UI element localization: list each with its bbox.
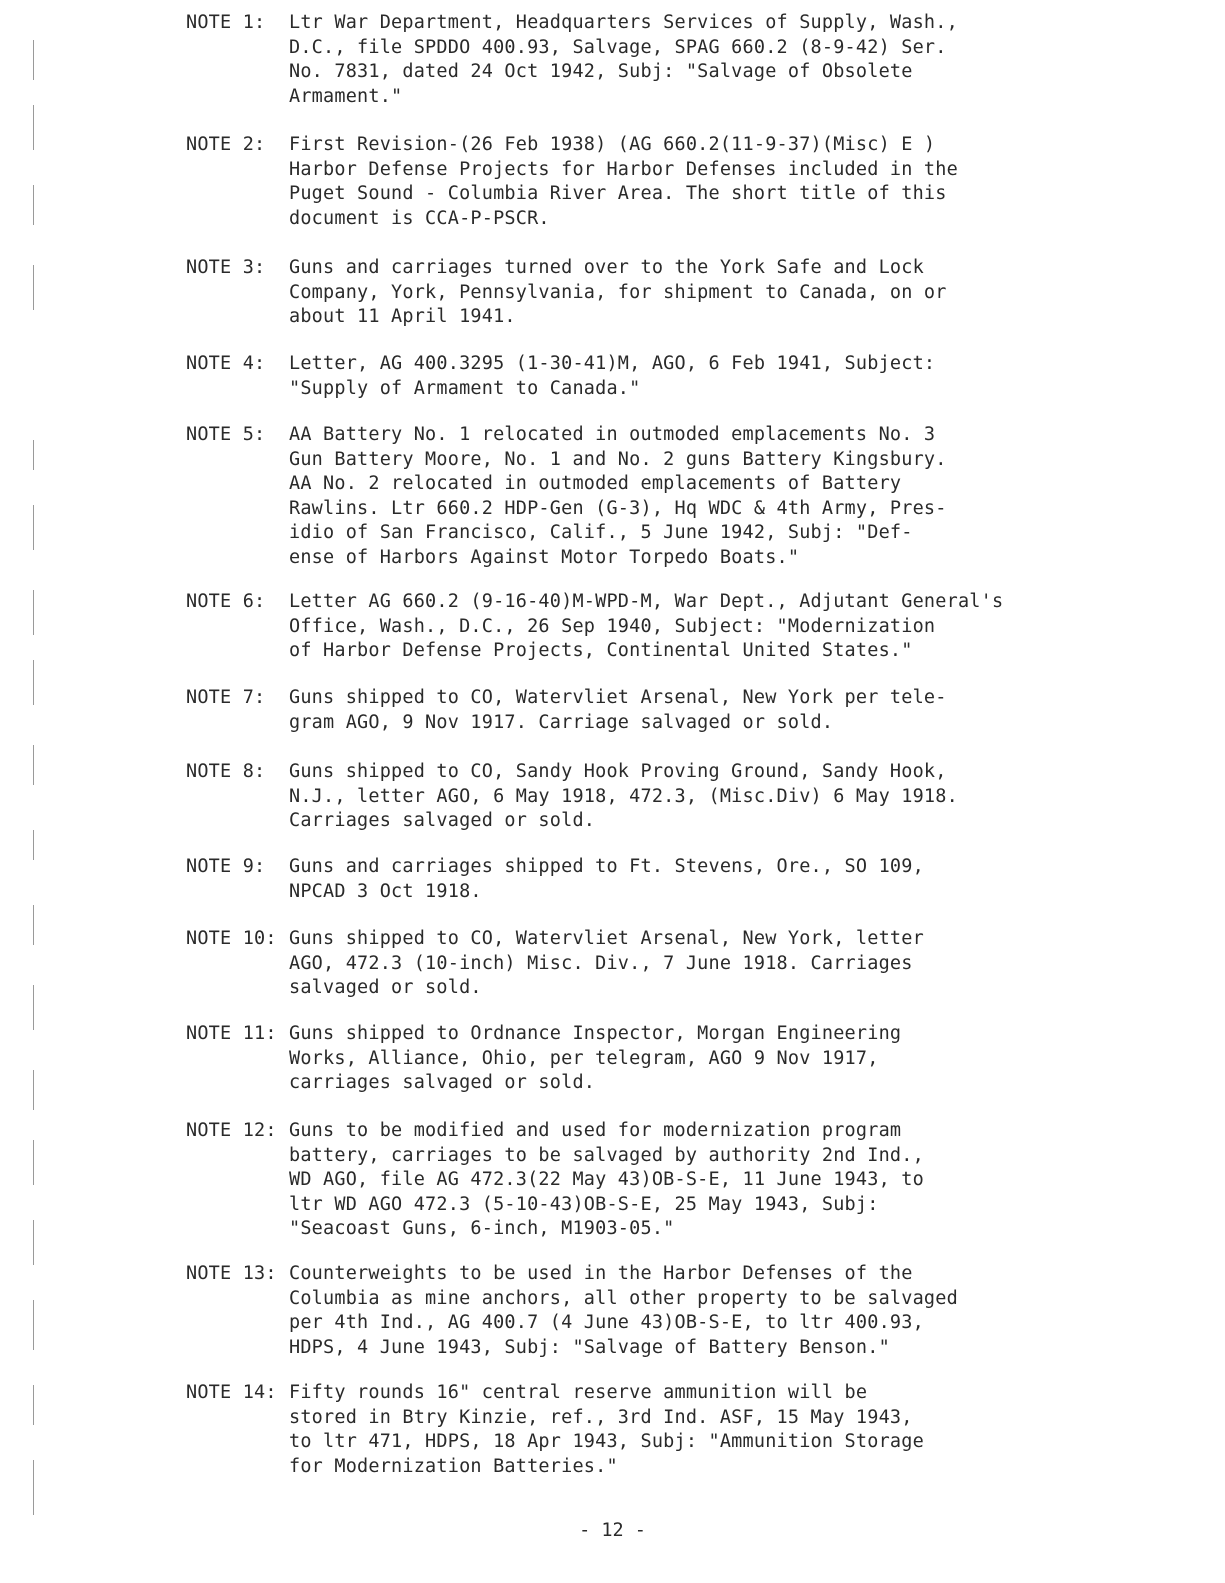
note-11	[186, 1022, 1066, 1096]
page-number: - 12 -	[579, 1520, 646, 1541]
note-text: Letter AG 660.2 (9-16-40)M-WPD-M, War Dept., Adjutant General's Office, Wash., D.C., 26 Sep 1940, Subject: "Modernization of Harbor Defense Projects, Continental United States."	[289, 591, 1004, 661]
note-text: Guns and carriages shipped to Ft. Stevens, Ore., SO 109, NPCAD 3 Oct 1918.	[289, 856, 924, 902]
scan-margin-mark	[33, 440, 34, 470]
scan-margin-mark	[33, 985, 34, 1030]
note-3	[186, 256, 1066, 330]
scan-margin-mark	[33, 590, 34, 635]
note-12	[186, 1119, 1066, 1242]
note-label: NOTE 12:	[186, 1120, 277, 1141]
note-text: AA Battery No. 1 relocated in outmoded emplacements No. 3 Gun Battery Moore, No. 1 and No. 2 guns Battery Kingsbury. AA No. 2 relocated in outmoded emplacements of Battery Rawlins. Ltr 660.2 HDP-Gen (G-3), Hq WDC & 4th Army, Pres- idio of San Francisco, Calif., 5 June 1942, Subj: "Def- ense of Harbors Against Motor Torpedo Boats."	[289, 424, 947, 568]
note-text: Fifty rounds 16" central reserve ammunition will be stored in Btry Kinzie, ref., 3rd Ind. ASF, 15 May 1943, to ltr 471, HDPS, 18 Apr 1943, Subj: "Ammunition Storage for Modernization Batteries."	[289, 1382, 924, 1477]
note-label: NOTE 3:	[186, 257, 266, 278]
note-text: First Revision-(26 Feb 1938) (AG 660.2(11-9-37)(Misc) E ) Harbor Defense Projects for Harbor Defenses included in the Puget Sound - Columbia River Area. The short title of this document is CCA-P-PSCR.	[289, 134, 958, 229]
note-8	[186, 760, 1066, 834]
note-label: NOTE 1:	[186, 12, 266, 33]
note-9	[186, 855, 1066, 904]
scan-margin-mark	[33, 185, 34, 225]
scan-margin-mark	[33, 1140, 34, 1185]
note-text: Letter, AG 400.3295 (1-30-41)M, AGO, 6 Feb 1941, Subject: "Supply of Armament to Canada."	[289, 353, 936, 399]
note-text: Guns shipped to CO, Watervliet Arsenal, New York per tele- gram AGO, 9 Nov 1917. Carriage salvaged or sold.	[289, 687, 947, 733]
note-4	[186, 352, 1066, 401]
note-label: NOTE 6:	[186, 591, 266, 612]
note-label: NOTE 9:	[186, 856, 266, 877]
scan-margin-mark	[33, 1070, 34, 1110]
scan-margin-mark	[33, 505, 34, 550]
scan-margin-mark	[33, 745, 34, 785]
scan-margin-mark	[33, 1385, 34, 1425]
note-label: NOTE 10:	[186, 928, 277, 949]
note-label: NOTE 5:	[186, 424, 266, 445]
note-label: NOTE 7:	[186, 687, 266, 708]
note-text: Ltr War Department, Headquarters Services of Supply, Wash., D.C., file SPDDO 400.93, Salvage, SPAG 660.2 (8-9-42) Ser. No. 7831, dated 24 Oct 1942, Subj: "Salvage of Obsolete Armament."	[289, 12, 958, 107]
note-label: NOTE 14:	[186, 1382, 277, 1403]
note-label: NOTE 13:	[186, 1263, 277, 1284]
note-1	[186, 11, 1066, 109]
scan-margin-mark	[33, 105, 34, 150]
scan-margin-mark	[33, 265, 34, 310]
note-label: NOTE 2:	[186, 134, 266, 155]
note-text: Guns and carriages turned over to the York Safe and Lock Company, York, Pennsylvania, for shipment to Canada, on or about 11 April 1941.	[289, 257, 947, 327]
note-13	[186, 1262, 1066, 1360]
note-label: NOTE 4:	[186, 353, 266, 374]
note-text: Counterweights to be used in the Harbor Defenses of the Columbia as mine anchors, all other property to be salvaged per 4th Ind., AG 400.7 (4 June 43)OB-S-E, to ltr 400.93, HDPS, 4 June 1943, Subj: "Salvage of Battery Benson."	[289, 1263, 958, 1358]
note-text: Guns shipped to CO, Sandy Hook Proving Ground, Sandy Hook, N.J., letter AGO, 6 May 1918, 472.3, (Misc.Div) 6 May 1918. Carriages salvaged or sold.	[289, 761, 958, 831]
note-7	[186, 686, 1066, 735]
scan-margin-mark	[33, 1220, 34, 1265]
note-5	[186, 423, 1066, 570]
scan-margin-mark	[33, 40, 34, 80]
scan-margin-mark	[33, 830, 34, 860]
note-2	[186, 133, 1066, 231]
note-text: Guns shipped to Ordnance Inspector, Morgan Engineering Works, Alliance, Ohio, per telegram, AGO 9 Nov 1917, carriages salvaged or sold.	[289, 1023, 902, 1093]
note-label: NOTE 8:	[186, 761, 266, 782]
note-6	[186, 590, 1066, 664]
note-10	[186, 927, 1066, 1001]
scan-margin-mark	[33, 660, 34, 705]
note-label: NOTE 11:	[186, 1023, 277, 1044]
scan-margin-mark	[33, 905, 34, 945]
scan-margin-mark	[33, 1460, 34, 1515]
note-text: Guns to be modified and used for modernization program battery, carriages to be salvaged by authority 2nd Ind., WD AGO, file AG 472.3(22 May 43)OB-S-E, 11 June 1943, to ltr WD AGO 472.3 (5-10-43)OB-S-E, 25 May 1943, Subj: "Seacoast Guns, 6-inch, M1903-05."	[289, 1120, 924, 1239]
scan-margin-mark	[33, 1300, 34, 1350]
note-14	[186, 1381, 1066, 1479]
note-text: Guns shipped to CO, Watervliet Arsenal, New York, letter AGO, 472.3 (10-inch) Misc. Div., 7 June 1918. Carriages salvaged or sold.	[289, 928, 924, 998]
